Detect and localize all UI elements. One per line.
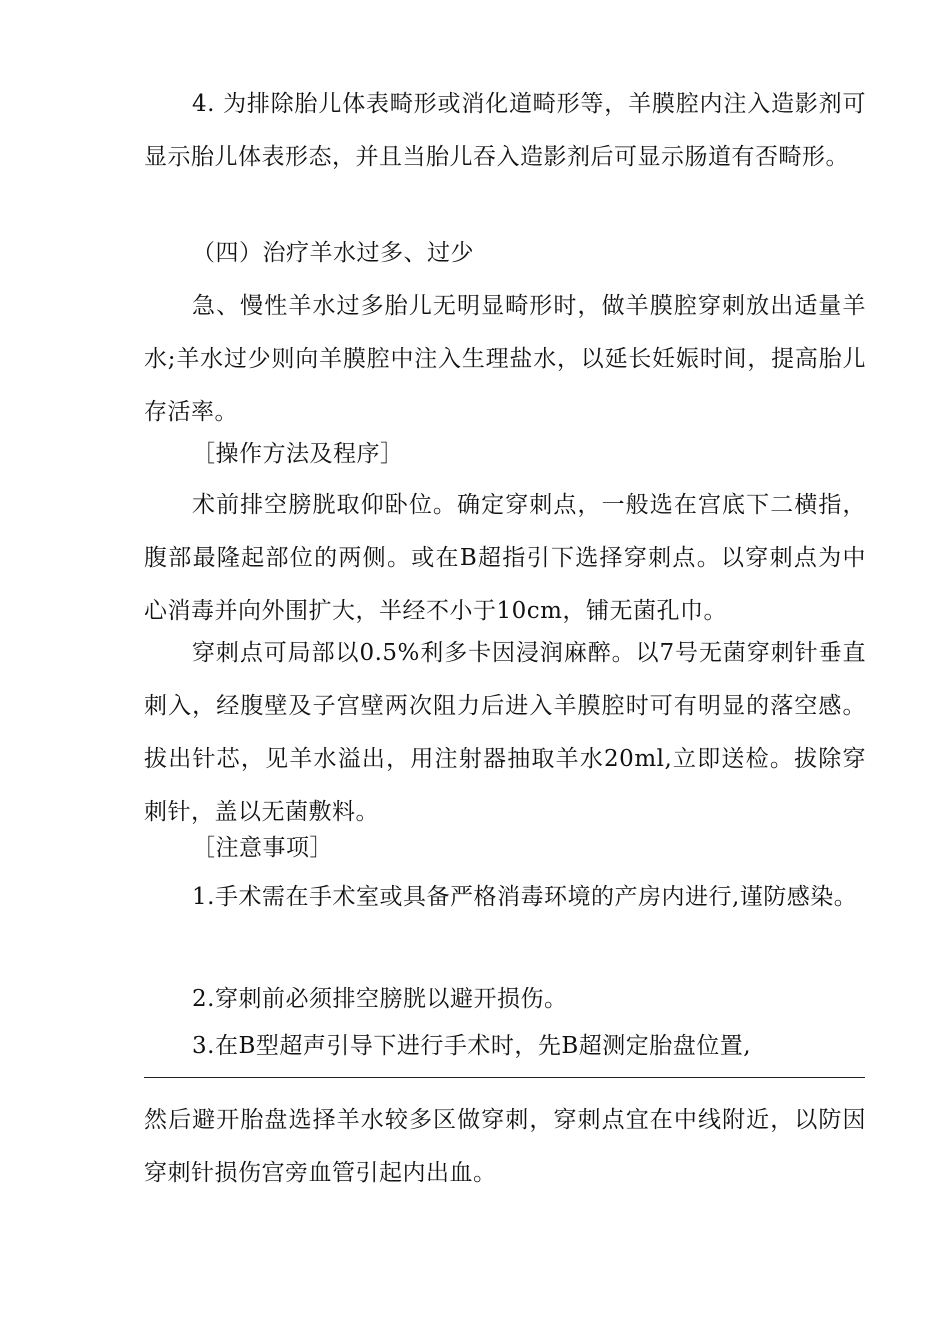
footnote-divider bbox=[144, 1077, 865, 1078]
paragraph-amniotic-fluid-treatment: 急、慢性羊水过多胎儿无明显畸形时，做羊膜腔穿刺放出适量羊水;羊水过少则向羊膜腔中注入生理盐水，以延长妊娠时间，提高胎儿存活率。 bbox=[144, 293, 866, 425]
list-item-precaution-1: 1.手术需在手术室或具备严格消毒环境的产房内进行,谨防感染。 bbox=[192, 884, 858, 910]
list-item-precaution-3: 3.在B型超声引导下进行手术时，先B超测定胎盘位置, bbox=[192, 1033, 752, 1059]
paragraph-preparation: 术前排空膀胱取仰卧位。确定穿刺点，一般选在宫底下二横指，腹部最隆起部位的两侧。或在B超指引下选择穿刺点。以穿刺点为中心消毒并向外围扩大，半经不小于10cm，铺无菌孔巾。 bbox=[144, 492, 866, 624]
paragraph-contrast-injection: 4. 为排除胎儿体表畸形或消化道畸形等，羊膜腔内注入造影剂可显示胎儿体表形态，并且当胎儿吞入造影剂后可显示肠道有否畸形。 bbox=[144, 91, 866, 170]
list-item-precaution-2: 2.穿刺前必须排空膀胱以避开损伤。 bbox=[192, 986, 568, 1012]
section-heading-treatment: （四）治疗羊水过多、过少 bbox=[192, 240, 474, 266]
section-heading-precautions: ［注意事项］ bbox=[192, 835, 333, 861]
footnote-text: 然后避开胎盘选择羊水较多区做穿刺，穿刺点宜在中线附近，以防因穿刺针损伤宫旁血管引起内出血。 bbox=[144, 1107, 866, 1186]
section-heading-procedure: ［操作方法及程序］ bbox=[192, 441, 404, 467]
paragraph-puncture: 穿刺点可局部以0.5%利多卡因浸润麻醉。以7号无菌穿刺针垂直刺入，经腹壁及子宫壁两次阻力后进入羊膜腔时可有明显的落空感。拔出针芯，见羊水溢出，用注射器抽取羊水20ml,立即送检。拔除穿刺针，盖以无菌敷料。 bbox=[144, 640, 866, 825]
